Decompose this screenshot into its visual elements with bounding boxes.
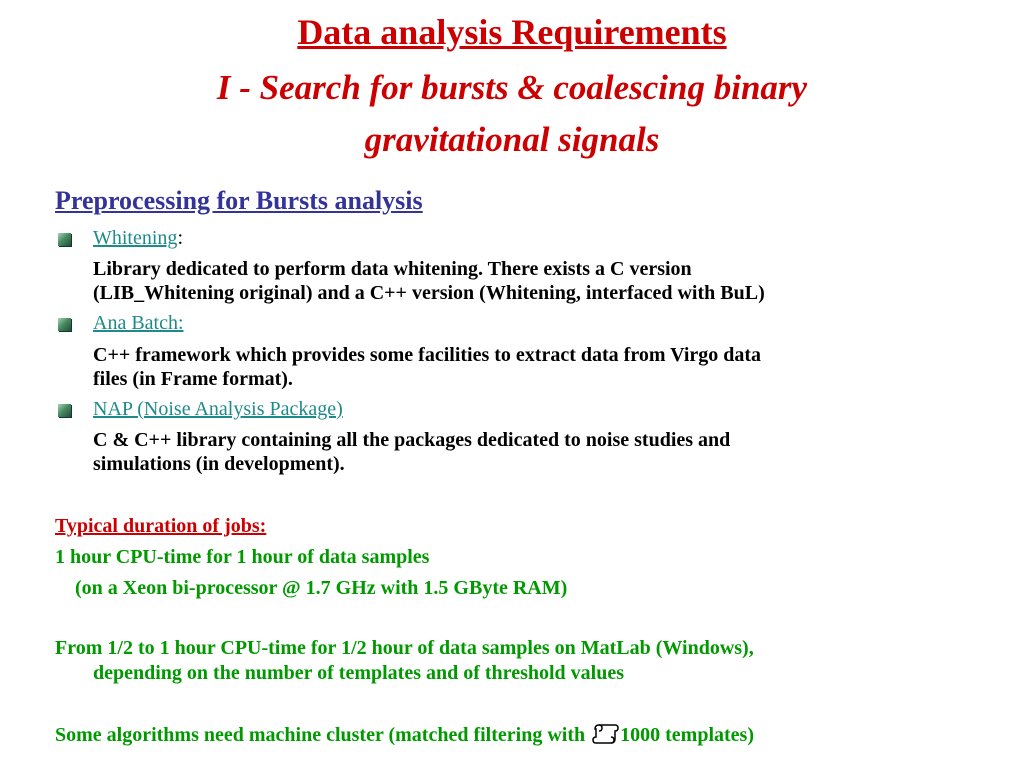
whitening-description-line-1: Library dedicated to perform data whitening. There exists a C version (93, 258, 692, 280)
cluster-line (55, 723, 754, 747)
jobs-heading: Typical duration of jobs: (55, 515, 267, 537)
square-bullet-icon (58, 233, 71, 246)
ana-batch-link[interactable]: Ana Batch: (93, 312, 184, 334)
matlab-line-2: depending on the number of templates and of threshold values (93, 662, 624, 684)
whitening-colon: : (177, 227, 183, 249)
cluster-line-prefix: Some algorithms need machine cluster (matched filtering with (55, 724, 591, 746)
whitening-link-label: Whitening (93, 227, 178, 249)
slide-subtitle-line-2: gravitational signals (364, 120, 660, 159)
scroll-icon (590, 723, 620, 745)
whitening-description-line-2: (LIB_Whitening original) and a C++ version (Whitening, interfaced with BuL) (93, 282, 765, 304)
slide-subtitle-line-1: I - Search for bursts & coalescing binary (216, 68, 808, 107)
square-bullet-icon (58, 318, 71, 331)
ana-batch-description-line-2: files (in Frame format). (93, 368, 293, 390)
nap-link[interactable]: NAP (Noise Analysis Package) (93, 398, 343, 420)
matlab-line-1: From 1/2 to 1 hour CPU-time for 1/2 hour of data samples on MatLab (Windows), (55, 637, 754, 659)
slide-title: Data analysis Requirements (297, 12, 727, 52)
whitening-link[interactable] (93, 226, 183, 250)
section-heading: Preprocessing for Bursts analysis (55, 186, 423, 215)
jobs-line-2: (on a Xeon bi-processor @ 1.7 GHz with 1.5 GByte RAM) (75, 577, 568, 599)
nap-description-line-2: simulations (in development). (93, 453, 345, 475)
square-bullet-icon (58, 404, 71, 417)
cluster-line-suffix: 1000 templates) (620, 724, 754, 746)
nap-description-line-1: C & C++ library containing all the packages dedicated to noise studies and (93, 429, 731, 451)
ana-batch-description-line-1: C++ framework which provides some facilities to extract data from Virgo data (93, 344, 762, 366)
jobs-line-1: 1 hour CPU-time for 1 hour of data samples (55, 546, 430, 568)
